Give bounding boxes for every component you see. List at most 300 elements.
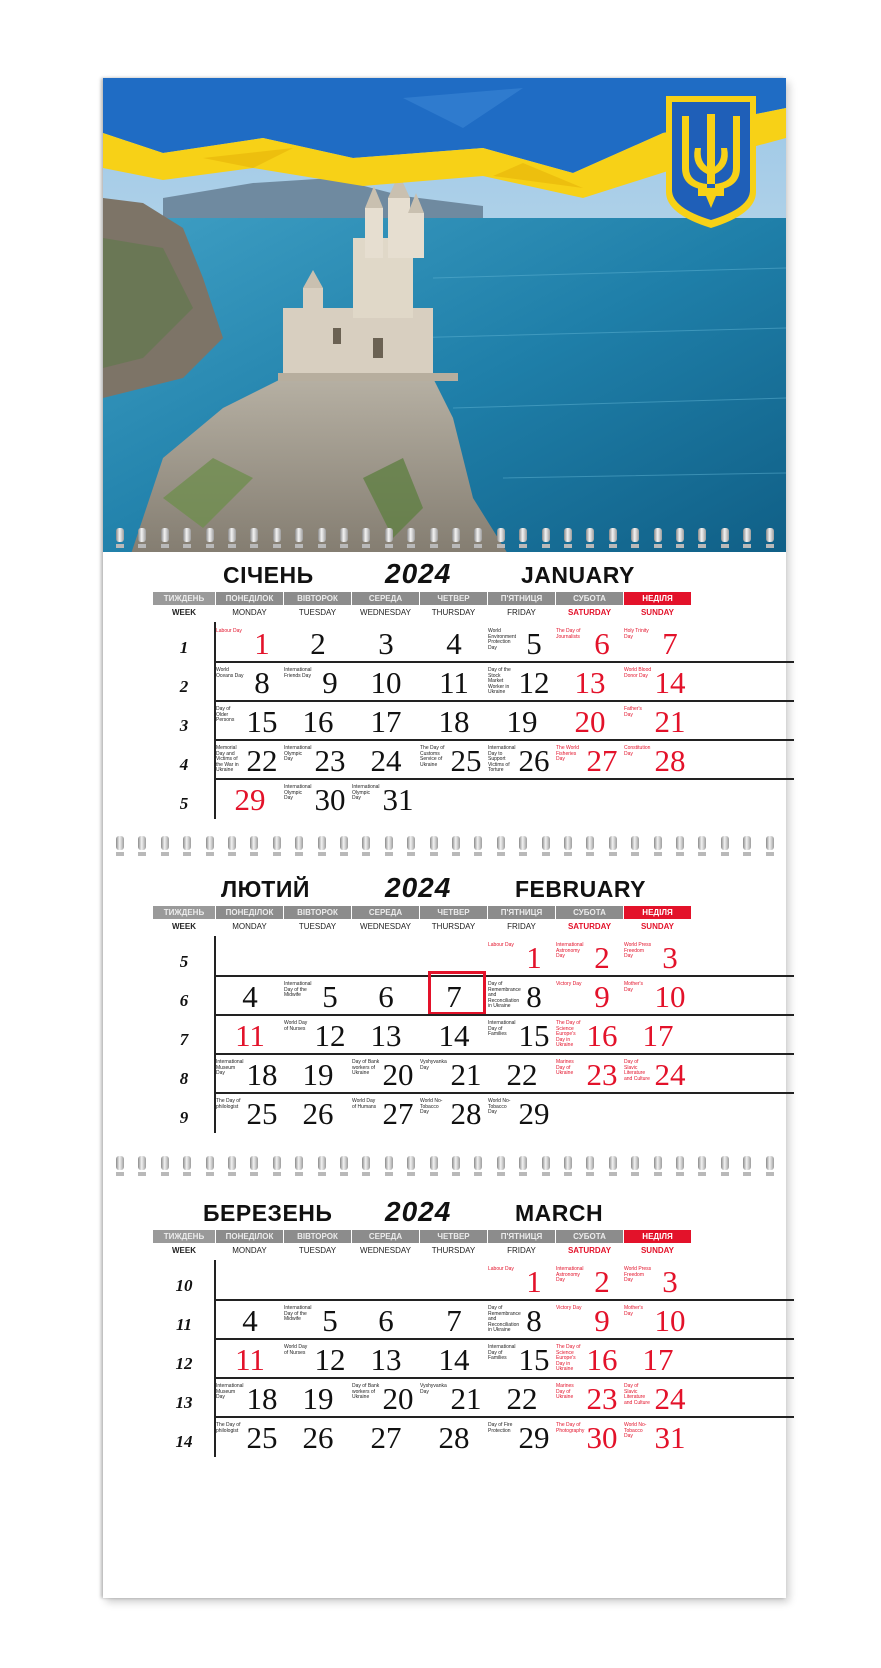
binding-hole xyxy=(564,544,572,548)
day-cell[interactable] xyxy=(624,1379,691,1417)
binding-hole xyxy=(116,544,124,548)
binding-hole xyxy=(161,544,169,548)
day-cell[interactable] xyxy=(556,663,623,701)
binding-hole xyxy=(743,1172,751,1176)
spiral-coil xyxy=(698,1156,706,1170)
day-cell[interactable] xyxy=(488,1379,555,1417)
binding-hole xyxy=(564,1172,572,1176)
day-cell[interactable] xyxy=(624,624,691,662)
day-number: 12 xyxy=(314,1018,346,1053)
day-cell[interactable] xyxy=(420,780,487,818)
spiral-coil xyxy=(497,836,505,850)
weekday-label-ua: ВІВТОРОК xyxy=(284,1230,351,1243)
day-cell[interactable] xyxy=(624,938,691,976)
week-row xyxy=(153,702,783,740)
weekday-label-en: WEDNESDAY xyxy=(360,608,411,617)
day-cell[interactable] xyxy=(284,1262,351,1300)
binding-hole xyxy=(318,544,326,548)
spiral-coil xyxy=(698,528,706,542)
binding-hole xyxy=(407,852,415,856)
spiral-coil xyxy=(273,1156,281,1170)
day-cell[interactable] xyxy=(284,1094,351,1132)
week-number: 13 xyxy=(175,1393,193,1412)
day-cell[interactable] xyxy=(624,1016,691,1054)
day-cell[interactable] xyxy=(556,702,623,740)
weekday-label-en: WEDNESDAY xyxy=(360,1246,411,1255)
weekday-label-ua: ПОНЕДІЛОК xyxy=(216,592,283,605)
day-number: 22 xyxy=(246,743,278,778)
holiday-note: Memorial Day and Victims of the War in Ukraine xyxy=(216,745,239,773)
day-number: 21 xyxy=(450,1057,482,1092)
day-cell[interactable] xyxy=(352,1301,419,1339)
binding-hole xyxy=(631,544,639,548)
day-cell[interactable] xyxy=(624,1262,691,1300)
day-number: 5 xyxy=(526,626,542,661)
weekday-label-ua: ВІВТОРОК xyxy=(284,592,351,605)
weekday-label-ua: СЕРЕДА xyxy=(352,592,419,605)
day-cell[interactable] xyxy=(556,1418,623,1456)
day-cell[interactable] xyxy=(216,780,283,818)
weekday-label-en: SUNDAY xyxy=(640,608,675,617)
day-cell[interactable] xyxy=(216,624,283,662)
holiday-note: World Press Freedom Day xyxy=(624,1266,652,1283)
day-cell[interactable] xyxy=(216,1301,283,1339)
spiral-coil xyxy=(295,1156,303,1170)
day-cell[interactable] xyxy=(624,1055,691,1093)
day-cell[interactable] xyxy=(624,1340,691,1378)
day-cell[interactable] xyxy=(624,1301,691,1339)
day-cell[interactable] xyxy=(556,1262,623,1300)
week-row xyxy=(153,977,783,1015)
week-row xyxy=(153,1016,783,1054)
weekday-label-ua: НЕДІЛЯ xyxy=(624,1230,691,1243)
day-cell[interactable] xyxy=(624,977,691,1015)
day-cell[interactable] xyxy=(284,1418,351,1456)
week-number: 12 xyxy=(175,1354,193,1373)
day-number: 15 xyxy=(518,1018,550,1053)
day-number: 11 xyxy=(235,1018,265,1053)
binding-hole xyxy=(519,544,527,548)
spiral-coil xyxy=(362,836,370,850)
holiday-note: International Museum Day xyxy=(216,1059,244,1076)
day-cell[interactable] xyxy=(420,1262,487,1300)
spiral-coil xyxy=(206,528,214,542)
spiral-binding xyxy=(110,1156,780,1176)
binding-hole xyxy=(497,1172,505,1176)
binding-hole xyxy=(385,852,393,856)
binding-hole xyxy=(452,852,460,856)
week-header-ua: ТИЖДЕНЬ xyxy=(153,592,215,605)
spiral-coil xyxy=(676,836,684,850)
weekday-label-en: MONDAY xyxy=(232,922,267,931)
month-year: 2024 xyxy=(385,558,452,589)
day-number: 11 xyxy=(235,1342,265,1377)
day-cell[interactable] xyxy=(216,1094,283,1132)
day-number: 20 xyxy=(574,704,606,739)
day-cell[interactable] xyxy=(352,1418,419,1456)
day-cell[interactable] xyxy=(488,1094,555,1132)
day-cell[interactable] xyxy=(420,741,487,779)
spiral-coil xyxy=(519,528,527,542)
day-cell[interactable] xyxy=(488,1262,555,1300)
day-cell[interactable] xyxy=(556,1379,623,1417)
week-row xyxy=(153,1055,783,1093)
day-cell[interactable] xyxy=(556,1094,623,1132)
holiday-note: International Olympic Day xyxy=(352,784,380,801)
day-cell[interactable] xyxy=(420,1055,487,1093)
spiral-coil xyxy=(116,1156,124,1170)
binding-hole xyxy=(273,852,281,856)
weekday-label-en: SATURDAY xyxy=(567,608,612,617)
day-cell[interactable] xyxy=(624,741,691,779)
spiral-coil xyxy=(766,528,774,542)
binding-hole xyxy=(273,1172,281,1176)
weekday-label-ua: СЕРЕДА xyxy=(352,1230,419,1243)
day-cell[interactable] xyxy=(284,938,351,976)
day-number: 15 xyxy=(518,1342,550,1377)
week-header-ua: ТИЖДЕНЬ xyxy=(153,1230,215,1243)
month-year: 2024 xyxy=(385,872,452,903)
day-number: 4 xyxy=(242,979,258,1014)
spiral-coil xyxy=(519,836,527,850)
spiral-coil xyxy=(183,1156,191,1170)
weekday-header-ua xyxy=(153,906,783,919)
weekday-label-ua: ПОНЕДІЛОК xyxy=(216,1230,283,1243)
day-cell[interactable] xyxy=(556,1301,623,1339)
day-number: 16 xyxy=(586,1342,618,1377)
day-cell[interactable] xyxy=(488,977,555,1015)
weekday-label-ua: ЧЕТВЕР xyxy=(420,906,487,919)
day-number: 16 xyxy=(586,1018,618,1053)
day-cell[interactable] xyxy=(488,1301,555,1339)
holiday-note: The Day of Journalists xyxy=(556,628,581,640)
day-number: 1 xyxy=(526,1264,542,1299)
spiral-coil xyxy=(631,836,639,850)
binding-hole xyxy=(676,544,684,548)
spiral-coil xyxy=(318,836,326,850)
weekday-label-ua: СЕРЕДА xyxy=(352,906,419,919)
day-number: 8 xyxy=(254,665,270,700)
weekday-label-ua: П'ЯТНИЦЯ xyxy=(488,592,555,605)
spiral-coil xyxy=(206,1156,214,1170)
binding-hole xyxy=(519,1172,527,1176)
day-cell[interactable] xyxy=(488,1340,555,1378)
day-cell[interactable] xyxy=(624,780,691,818)
day-cell[interactable] xyxy=(488,1016,555,1054)
spiral-coil xyxy=(631,1156,639,1170)
spiral-coil xyxy=(609,528,617,542)
day-cell[interactable] xyxy=(284,702,351,740)
day-cell[interactable] xyxy=(352,977,419,1015)
day-cell[interactable] xyxy=(556,1340,623,1378)
day-cell[interactable] xyxy=(624,702,691,740)
day-cell[interactable] xyxy=(488,938,555,976)
week-row xyxy=(153,1301,783,1339)
day-number: 9 xyxy=(594,1303,610,1338)
spiral-coil xyxy=(407,836,415,850)
spiral-coil xyxy=(586,836,594,850)
holiday-note: Day of Fire Protection xyxy=(488,1422,513,1434)
day-cell[interactable] xyxy=(352,624,419,662)
spiral-coil xyxy=(474,1156,482,1170)
binding-hole xyxy=(766,852,774,856)
day-cell[interactable] xyxy=(488,663,555,701)
day-number: 30 xyxy=(314,782,346,817)
day-cell[interactable] xyxy=(216,977,283,1015)
day-cell[interactable] xyxy=(420,663,487,701)
week-number: 5 xyxy=(179,952,189,971)
current-day-marker xyxy=(428,971,486,1015)
day-cell[interactable] xyxy=(284,741,351,779)
holiday-note: World No-Tobacco Day xyxy=(420,1098,443,1115)
spiral-coil xyxy=(228,528,236,542)
day-cell[interactable] xyxy=(284,1340,351,1378)
month-title xyxy=(103,552,786,588)
day-cell[interactable] xyxy=(284,1301,351,1339)
binding-hole xyxy=(362,852,370,856)
day-cell[interactable] xyxy=(556,1055,623,1093)
day-cell[interactable] xyxy=(216,741,283,779)
week-number: 11 xyxy=(175,1315,193,1334)
day-cell[interactable] xyxy=(284,663,351,701)
holiday-note: Constitution Day xyxy=(624,745,651,757)
day-cell[interactable] xyxy=(284,1016,351,1054)
day-number: 22 xyxy=(506,1381,538,1416)
day-cell[interactable] xyxy=(420,702,487,740)
spiral-coil xyxy=(138,836,146,850)
spiral-coil xyxy=(407,528,415,542)
binding-hole xyxy=(430,1172,438,1176)
spiral-coil xyxy=(721,1156,729,1170)
day-number: 8 xyxy=(526,979,542,1014)
weekday-label-ua: ЧЕТВЕР xyxy=(420,592,487,605)
binding-hole xyxy=(586,1172,594,1176)
day-cell[interactable] xyxy=(216,663,283,701)
day-cell[interactable] xyxy=(216,702,283,740)
day-cell[interactable] xyxy=(216,938,283,976)
spiral-coil xyxy=(362,528,370,542)
day-cell[interactable] xyxy=(420,1379,487,1417)
day-cell[interactable] xyxy=(556,624,623,662)
day-cell[interactable] xyxy=(488,1418,555,1456)
binding-hole xyxy=(295,1172,303,1176)
day-cell[interactable] xyxy=(420,977,487,1015)
day-cell[interactable] xyxy=(352,663,419,701)
weekday-label-en: SUNDAY xyxy=(640,922,675,931)
day-cell[interactable] xyxy=(488,1055,555,1093)
spiral-coil xyxy=(116,528,124,542)
day-cell[interactable] xyxy=(624,663,691,701)
holiday-note: The World Fisheries Day xyxy=(556,745,579,762)
weekday-label-en: THURSDAY xyxy=(431,1246,476,1255)
holiday-note: Mother's Day xyxy=(624,981,644,993)
day-cell[interactable] xyxy=(352,1094,419,1132)
binding-hole xyxy=(698,544,706,548)
binding-hole xyxy=(721,852,729,856)
month-title xyxy=(103,866,786,902)
day-cell[interactable] xyxy=(216,1418,283,1456)
spiral-coil xyxy=(273,836,281,850)
binding-hole xyxy=(273,544,281,548)
binding-hole xyxy=(743,544,751,548)
day-number: 7 xyxy=(662,626,678,661)
day-cell[interactable] xyxy=(488,702,555,740)
day-cell[interactable] xyxy=(488,624,555,662)
spiral-coil xyxy=(250,1156,258,1170)
spiral-coil xyxy=(564,836,572,850)
day-cell[interactable] xyxy=(352,1055,419,1093)
spiral-coil xyxy=(385,836,393,850)
binding-hole xyxy=(138,852,146,856)
day-number: 26 xyxy=(302,1096,334,1131)
day-cell[interactable] xyxy=(284,977,351,1015)
month-name-ua: ЛЮТИЙ xyxy=(221,876,310,902)
binding-hole xyxy=(721,544,729,548)
week-number: 14 xyxy=(175,1432,193,1451)
day-cell[interactable] xyxy=(352,780,419,818)
day-number: 21 xyxy=(654,704,686,739)
holiday-note: The Day of Customs Service of Ukraine xyxy=(420,745,445,768)
day-cell[interactable] xyxy=(352,1262,419,1300)
day-number: 14 xyxy=(438,1342,470,1377)
spiral-binding xyxy=(110,836,780,856)
day-cell[interactable] xyxy=(624,1094,691,1132)
binding-hole xyxy=(138,544,146,548)
binding-hole xyxy=(474,544,482,548)
day-number: 19 xyxy=(302,1381,334,1416)
week-row xyxy=(153,741,783,779)
spiral-coil xyxy=(743,836,751,850)
day-cell[interactable] xyxy=(624,1418,691,1456)
weekday-label-ua: СУБОТА xyxy=(556,906,623,919)
month-name-ua: СІЧЕНЬ xyxy=(223,562,314,588)
day-number: 3 xyxy=(662,940,678,975)
weekday-label-en: FRIDAY xyxy=(507,1246,536,1255)
day-cell[interactable] xyxy=(420,1016,487,1054)
holiday-note: World Oceans Day xyxy=(216,667,244,679)
binding-hole xyxy=(654,1172,662,1176)
day-cell[interactable] xyxy=(284,624,351,662)
day-cell[interactable] xyxy=(556,977,623,1015)
day-number: 25 xyxy=(450,743,482,778)
holiday-note: International Museum Day xyxy=(216,1383,244,1400)
day-cell[interactable] xyxy=(216,1379,283,1417)
day-cell[interactable] xyxy=(352,938,419,976)
binding-hole xyxy=(452,1172,460,1176)
day-number: 30 xyxy=(586,1420,618,1455)
day-cell[interactable] xyxy=(420,1301,487,1339)
week-header-en: WEEK xyxy=(172,922,196,931)
spiral-coil xyxy=(318,1156,326,1170)
week-row xyxy=(153,1094,783,1132)
day-cell[interactable] xyxy=(284,1055,351,1093)
binding-hole xyxy=(586,852,594,856)
weekday-label-ua: СУБОТА xyxy=(556,592,623,605)
binding-hole xyxy=(183,544,191,548)
weekday-label-ua: ЧЕТВЕР xyxy=(420,1230,487,1243)
spiral-coil xyxy=(318,528,326,542)
holiday-note: World Day of Nurses xyxy=(284,1344,308,1356)
month-year: 2024 xyxy=(385,1196,452,1227)
day-number: 3 xyxy=(378,626,394,661)
day-number: 27 xyxy=(586,743,618,778)
spiral-coil xyxy=(542,528,550,542)
day-cell[interactable] xyxy=(284,1379,351,1417)
weekday-header-ua xyxy=(153,1230,783,1243)
day-number: 17 xyxy=(642,1342,674,1377)
spiral-coil xyxy=(542,1156,550,1170)
binding-hole xyxy=(206,544,214,548)
day-cell[interactable] xyxy=(216,1262,283,1300)
day-cell[interactable] xyxy=(216,1016,283,1054)
week-number: 3 xyxy=(179,716,189,735)
spiral-coil xyxy=(586,528,594,542)
day-cell[interactable] xyxy=(420,1418,487,1456)
day-cell[interactable] xyxy=(352,702,419,740)
day-number: 17 xyxy=(370,704,402,739)
weekday-label-ua: П'ЯТНИЦЯ xyxy=(488,906,555,919)
week-number: 9 xyxy=(179,1108,189,1127)
spiral-coil xyxy=(183,528,191,542)
day-cell[interactable] xyxy=(352,1340,419,1378)
weekday-label-en: TUESDAY xyxy=(298,922,337,931)
day-cell[interactable] xyxy=(556,1016,623,1054)
day-cell[interactable] xyxy=(488,741,555,779)
holiday-note: Day of Remembrance and Reconciliation in Ukraine xyxy=(488,1305,521,1333)
day-number: 11 xyxy=(439,665,469,700)
binding-hole xyxy=(766,544,774,548)
weekday-label-ua: ПОНЕДІЛОК xyxy=(216,906,283,919)
day-cell[interactable] xyxy=(352,1016,419,1054)
month-name-en: MARCH xyxy=(515,1200,604,1226)
day-cell[interactable] xyxy=(556,780,623,818)
day-cell[interactable] xyxy=(216,1055,283,1093)
day-number: 22 xyxy=(506,1057,538,1092)
binding-hole xyxy=(721,1172,729,1176)
day-cell[interactable] xyxy=(216,1340,283,1378)
day-cell[interactable] xyxy=(420,624,487,662)
day-number: 8 xyxy=(526,1303,542,1338)
spiral-coil xyxy=(474,528,482,542)
binding-hole xyxy=(609,1172,617,1176)
day-cell[interactable] xyxy=(352,741,419,779)
spiral-coil xyxy=(766,1156,774,1170)
day-cell[interactable] xyxy=(488,780,555,818)
day-number: 2 xyxy=(594,940,610,975)
day-cell[interactable] xyxy=(556,938,623,976)
holiday-note: The Day of philologist xyxy=(216,1422,241,1434)
holiday-note: World Day of Humans xyxy=(352,1098,377,1110)
binding-hole xyxy=(228,544,236,548)
spiral-coil xyxy=(295,836,303,850)
day-cell[interactable] xyxy=(352,1379,419,1417)
day-cell[interactable] xyxy=(420,1340,487,1378)
day-cell[interactable] xyxy=(420,1094,487,1132)
day-number: 12 xyxy=(518,665,550,700)
day-cell[interactable] xyxy=(556,741,623,779)
month-name-en: JANUARY xyxy=(521,562,635,588)
binding-hole xyxy=(362,544,370,548)
day-number: 23 xyxy=(586,1381,618,1416)
day-number: 28 xyxy=(450,1096,482,1131)
holiday-note: World No-Tobacco Day xyxy=(624,1422,647,1439)
day-number: 21 xyxy=(450,1381,482,1416)
day-cell[interactable] xyxy=(284,780,351,818)
spiral-coil xyxy=(430,836,438,850)
spiral-coil xyxy=(698,836,706,850)
weekday-label-en: SATURDAY xyxy=(567,922,612,931)
day-number: 28 xyxy=(654,743,686,778)
